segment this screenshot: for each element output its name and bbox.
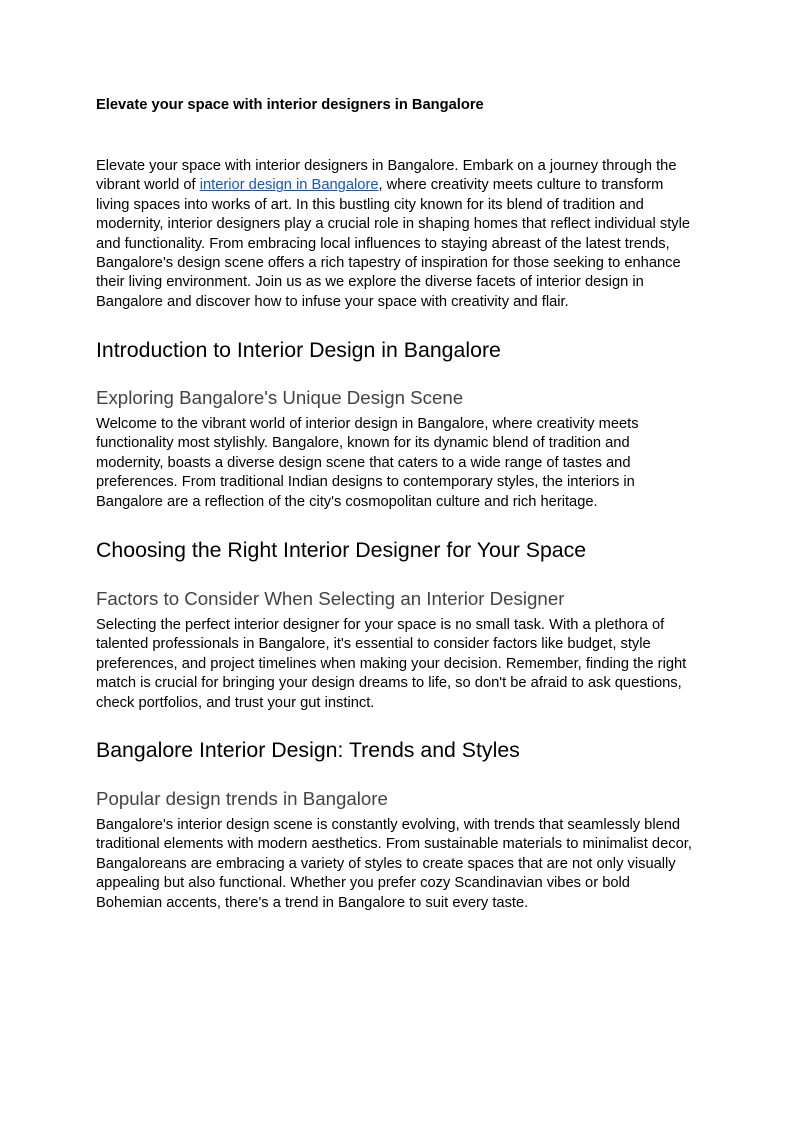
paragraph-line: match is crucial for bringing your design dreams to life, so don't be afraid to ask questions, bbox=[96, 675, 682, 692]
paragraph-line: functionality most stylishly. Bangalore, known for its dynamic blend of tradition and bbox=[96, 435, 630, 452]
document-title: Elevate your space with interior designers in Bangalore bbox=[96, 97, 484, 113]
paragraph-line: Welcome to the vibrant world of interior design in Bangalore, where creativity meets bbox=[96, 416, 639, 432]
paragraph-line: modernity, boasts a diverse design scene that caters to a wide range of tastes and bbox=[96, 454, 631, 471]
intro-line: Bangalore and discover how to infuse your space with creativity and flair. bbox=[96, 293, 569, 310]
paragraph-line: Bangalore are a reflection of the city's cosmopolitan culture and rich heritage. bbox=[96, 493, 598, 510]
section-heading: Choosing the Right Interior Designer for Your Space bbox=[96, 538, 587, 562]
intro-line: and functionality. From embracing local influences to staying abreast of the latest trends, bbox=[96, 235, 670, 252]
intro-line: Elevate your space with interior designers in Bangalore. Embark on a journey through the bbox=[96, 158, 677, 174]
intro-line: living spaces into works of art. In this bustling city known for its blend of tradition and bbox=[96, 196, 644, 213]
paragraph-line: Bangaloreans are embracing a variety of styles to create spaces that are not only visually bbox=[96, 855, 676, 872]
paragraph-line: Selecting the perfect interior designer for your space is no small task. With a plethora of bbox=[96, 617, 665, 633]
interior-design-bangalore-link[interactable]: interior design in Bangalore bbox=[199, 177, 379, 194]
paragraph-line: Bangalore's interior design scene is constantly evolving, with trends that seamlessly blend bbox=[96, 817, 681, 833]
section-paragraph bbox=[96, 816, 696, 913]
paragraph-line: preferences. From traditional Indian designs to contemporary styles, the interiors in bbox=[96, 474, 635, 491]
section-subheading: Exploring Bangalore's Unique Design Scene bbox=[96, 387, 464, 408]
section-subheading: Popular design trends in Bangalore bbox=[96, 788, 388, 809]
intro-text: , where creativity meets culture to transform bbox=[378, 177, 664, 194]
paragraph-line: check portfolios, and trust your gut instinct. bbox=[96, 694, 375, 711]
paragraph-line: Bohemian accents, there's a trend in Bangalore to suit every taste. bbox=[96, 894, 529, 911]
section-subheading: Factors to Consider When Selecting an Interior Designer bbox=[96, 588, 565, 609]
section-paragraph bbox=[96, 616, 696, 713]
section-heading: Bangalore Interior Design: Trends and Styles bbox=[96, 738, 520, 762]
paragraph-line: appealing but also functional. Whether you prefer cozy Scandinavian vibes or bold bbox=[96, 875, 630, 892]
paragraph-line: preferences, and project timelines when making your decision. Remember, finding the right bbox=[96, 655, 687, 672]
intro-line: modernity, interior designers play a crucial role in shaping homes that reflect individual style bbox=[96, 216, 691, 233]
section-heading: Introduction to Interior Design in Bangalore bbox=[96, 338, 501, 362]
intro-line: Bangalore's design scene offers a rich tapestry of inspiration for those seeking to enhance bbox=[96, 255, 681, 272]
section-paragraph bbox=[96, 415, 696, 512]
paragraph-line: traditional elements with modern aesthetics. From sustainable materials to minimalist decor, bbox=[96, 836, 692, 853]
intro-line: their living environment. Join us as we explore the diverse facets of interior design in bbox=[96, 274, 644, 291]
intro-text: vibrant world of bbox=[96, 177, 200, 194]
intro-line-with-link bbox=[96, 176, 696, 195]
paragraph-line: talented professionals in Bangalore, it's essential to consider factors like budget, style bbox=[96, 636, 651, 653]
intro-paragraph bbox=[96, 157, 696, 312]
